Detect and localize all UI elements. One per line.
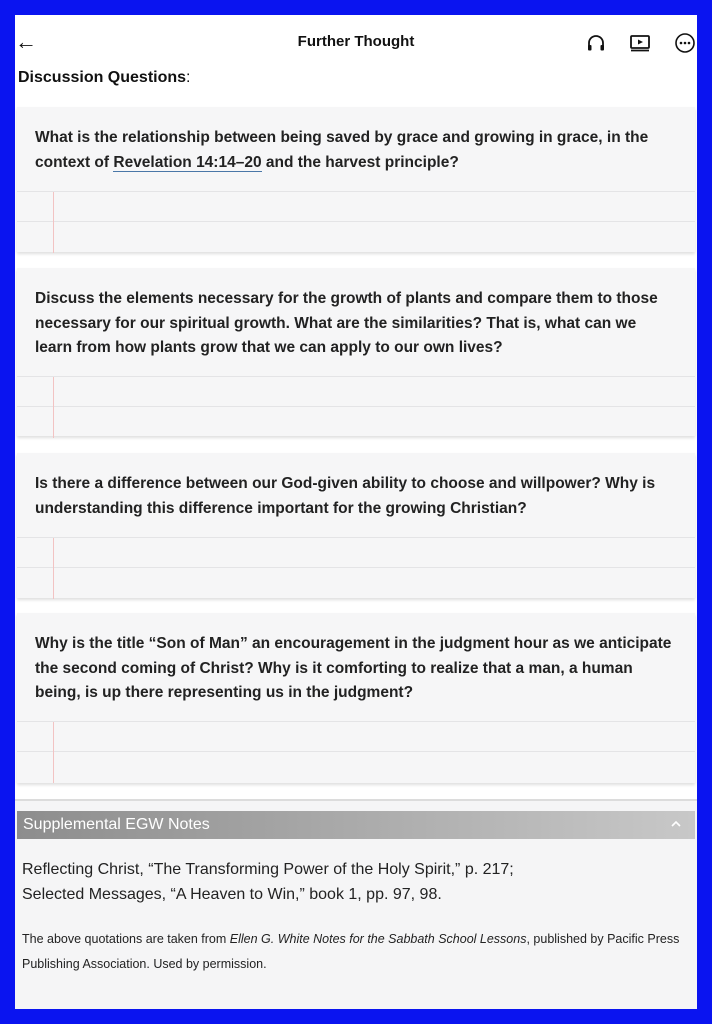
egw-notes-title: Supplemental EGW Notes [23,816,210,833]
question-text: Discuss the elements necessary for the growth of plants and compare them to those necessary for our spiritual growth. What are the similarities? That is, what can we learn from how plants grow that we can apply to our own lives? [35,290,658,356]
egw-reference: Reflecting Christ, “The Transforming Power of the Holy Spirit,” p. 217; [22,861,514,878]
egw-notes-header[interactable] [17,811,695,839]
answer-box[interactable] [17,376,695,437]
question-card [17,268,695,436]
question-card [17,107,695,252]
question-text: Is there a difference between our God-given ability to choose and willpower? Why is understanding this difference important for the growing Christian? [35,475,656,517]
chevron-up-icon[interactable] [667,815,685,833]
egw-references [22,858,514,907]
app-screen [15,15,697,1009]
answer-input[interactable] [55,192,695,252]
answer-box[interactable] [17,721,695,782]
discussion-heading: Discussion Questions: [18,69,191,86]
question-text: Why is the title “Son of Man” an encouragement in the judgment hour as we anticipate the second coming of Christ? Why is it comforting to realize that a man, a human being, is up there representing us in the judgment? [35,635,672,701]
question-card [17,453,695,598]
question-text: What is the relationship between being saved by grace and growing in grace, in the context of Revelation 14:14–20 and the harvest principle? [35,129,649,171]
scripture-link[interactable]: Revelation 14:14–20 [113,153,262,171]
answer-box[interactable] [17,537,695,598]
egw-reference: Selected Messages, “A Heaven to Win,” book 1, pp. 97, 98. [22,885,442,903]
answer-input[interactable] [55,377,695,437]
egw-credit: The above quotations are taken from Ellen G. White Notes for the Sabbath School Lessons, published by Pacific Press Publishing Association. Used by permission. [22,932,680,971]
answer-box[interactable] [17,191,695,252]
more-options-icon[interactable] [673,31,697,55]
egw-notes-section [15,799,697,1009]
video-play-icon[interactable] [628,31,652,55]
answer-input[interactable] [55,538,695,598]
headphones-icon[interactable] [584,31,608,55]
answer-input[interactable] [55,722,695,782]
top-bar [15,15,697,71]
question-card [17,613,695,783]
page-title: Further Thought [297,33,415,50]
arrow-left-icon: ← [15,29,37,54]
